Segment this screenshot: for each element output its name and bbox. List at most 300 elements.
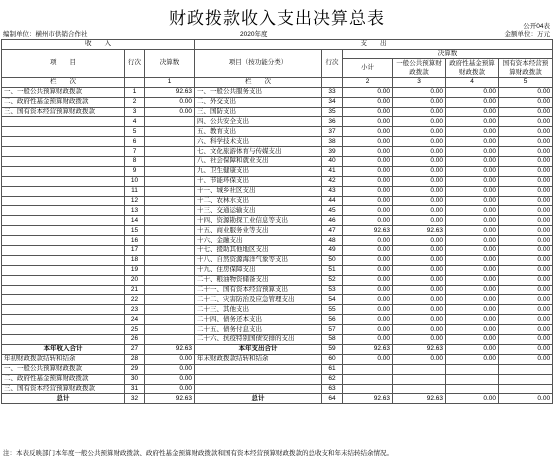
gov-fund-cell: 0.00 [446, 236, 499, 246]
gen-budget-cell: 0.00 [393, 255, 446, 265]
table-row [2, 107, 553, 117]
footnote: 注：本表反映部门本年度一般公共预算财政拨款、政府性基金预算财政拨款和国有资本经营预算财政拨款的总收支和年末结转结余情况。 [3, 450, 393, 457]
left-value-cell: 0.00 [145, 354, 195, 364]
gov-fund-cell [446, 374, 499, 384]
state-capital-cell: 0.00 [499, 305, 553, 315]
left-item-cell [2, 325, 125, 335]
left-item-cell [2, 226, 125, 236]
subtotal-cell: 0.00 [343, 295, 393, 305]
left-item-cell [2, 275, 125, 285]
left-value-cell [145, 117, 195, 127]
subtotal-cell: 92.63 [343, 394, 393, 404]
left-rownum-cell: 9 [125, 166, 145, 176]
left-rownum-cell: 4 [125, 117, 145, 127]
table-row [2, 147, 553, 157]
right-item-cell: 七、文化旅游体育与传媒支出 [195, 147, 322, 157]
left-value-cell [145, 226, 195, 236]
gen-budget-cell: 0.00 [393, 157, 446, 167]
subtotal-cell: 0.00 [343, 275, 393, 285]
right-rownum-cell: 39 [322, 147, 343, 157]
gov-fund-cell: 0.00 [446, 394, 499, 404]
right-item-cell: 十三、交通运输支出 [195, 206, 322, 216]
subtotal-cell: 0.00 [343, 216, 393, 226]
right-rownum-cell: 36 [322, 117, 343, 127]
left-rownum-cell: 28 [125, 354, 145, 364]
lanci-label-left: 栏 次 [2, 78, 125, 88]
left-value-cell [145, 325, 195, 335]
right-item-cell: 九、卫生健康支出 [195, 166, 322, 176]
left-rownum-cell: 15 [125, 226, 145, 236]
left-rownum-cell: 17 [125, 246, 145, 256]
right-rownum-cell: 64 [322, 394, 343, 404]
table-body [2, 87, 553, 404]
right-rownum-cell: 43 [322, 186, 343, 196]
left-item-cell [2, 305, 125, 315]
left-rownum-cell: 18 [125, 255, 145, 265]
left-item-cell [2, 285, 125, 295]
gov-fund-cell: 0.00 [446, 354, 499, 364]
subtotal-cell: 0.00 [343, 166, 393, 176]
gen-budget-cell: 0.00 [393, 246, 446, 256]
gov-fund-cell: 0.00 [446, 295, 499, 305]
left-value-cell [145, 166, 195, 176]
left-item-cell [2, 265, 125, 275]
state-capital-cell: 0.00 [499, 325, 553, 335]
right-rownum-cell: 44 [322, 196, 343, 206]
right-rownum-cell: 47 [322, 226, 343, 236]
right-item-cell: 十五、商业服务业等支出 [195, 226, 322, 236]
left-value-cell [145, 196, 195, 206]
gen-budget-cell: 0.00 [393, 216, 446, 226]
subtotal-cell: 0.00 [343, 335, 393, 345]
gen-budget-cell: 0.00 [393, 186, 446, 196]
gen-budget-cell: 0.00 [393, 295, 446, 305]
subtotal-cell: 0.00 [343, 354, 393, 364]
right-item-cell: 三、国防支出 [195, 107, 322, 117]
gov-fund-cell: 0.00 [446, 246, 499, 256]
left-rownum-cell: 5 [125, 127, 145, 137]
subtotal-cell: 0.00 [343, 117, 393, 127]
left-value-cell: 0.00 [145, 384, 195, 394]
left-value-cell [145, 137, 195, 147]
left-value-cell [145, 206, 195, 216]
gov-fund-cell: 0.00 [446, 127, 499, 137]
left-value-cell [145, 186, 195, 196]
gov-fund-cell: 0.00 [446, 315, 499, 325]
right-item-cell [195, 374, 322, 384]
state-capital-cell: 0.00 [499, 246, 553, 256]
right-item-cell: 二十三、其他支出 [195, 305, 322, 315]
state-capital-cell: 0.00 [499, 236, 553, 246]
left-item-cell [2, 216, 125, 226]
left-item-cell: 总计 [2, 394, 125, 404]
table-row [2, 305, 553, 315]
table-row [2, 137, 553, 147]
left-rownum-cell: 22 [125, 295, 145, 305]
subtotal-cell: 0.00 [343, 157, 393, 167]
gen-budget-cell: 0.00 [393, 206, 446, 216]
left-value-cell [145, 176, 195, 186]
table-row [2, 176, 553, 186]
right-rownum-cell: 60 [322, 354, 343, 364]
left-item-cell: 年初财政拨款结转和结余 [2, 354, 125, 364]
right-rownum-cell: 62 [322, 374, 343, 384]
table-row [2, 127, 553, 137]
subtotal-cell: 0.00 [343, 255, 393, 265]
left-item-cell [2, 255, 125, 265]
right-rownum-cell: 56 [322, 315, 343, 325]
rownum-header: 行次 [125, 49, 145, 78]
gen-budget-cell [393, 364, 446, 374]
gov-fund-cell: 0.00 [446, 344, 499, 354]
right-rownum-cell: 38 [322, 137, 343, 147]
budget-header: 决算数 [145, 49, 195, 78]
gov-fund-header: 政府性基金预算财政拨款 [446, 59, 499, 78]
right-item-cell: 二十五、债务付息支出 [195, 325, 322, 335]
gov-fund-cell: 0.00 [446, 87, 499, 97]
state-capital-cell: 0.00 [499, 157, 553, 167]
unit-line [3, 29, 88, 38]
state-capital-cell [499, 364, 553, 374]
right-item-cell: 本年支出合计 [195, 344, 322, 354]
table-row [2, 295, 553, 305]
left-item-cell [2, 295, 125, 305]
left-rownum-cell: 29 [125, 364, 145, 374]
right-rownum-cell: 45 [322, 206, 343, 216]
left-item-cell [2, 206, 125, 216]
left-item-cell [2, 117, 125, 127]
table-row [2, 246, 553, 256]
right-item-cell: 二十二、灾害防治及应急管理支出 [195, 295, 322, 305]
gen-budget-cell: 92.63 [393, 344, 446, 354]
state-capital-cell: 0.00 [499, 196, 553, 206]
state-capital-cell: 0.00 [499, 137, 553, 147]
lanci-empty [125, 78, 145, 88]
state-capital-cell: 0.00 [499, 206, 553, 216]
table-row [2, 354, 553, 364]
left-rownum-cell: 19 [125, 265, 145, 275]
col4-label: 4 [446, 78, 499, 88]
left-value-cell: 92.63 [145, 344, 195, 354]
right-item-cell: 八、社会保障和就业支出 [195, 157, 322, 167]
state-capital-cell: 0.00 [499, 186, 553, 196]
subtotal-cell: 0.00 [343, 107, 393, 117]
state-capital-cell [499, 384, 553, 394]
left-rownum-cell: 20 [125, 275, 145, 285]
gen-budget-header: 一般公共预算财政拨款 [393, 59, 446, 78]
left-item-cell: 二、政府性基金预算财政拨款 [2, 97, 125, 107]
subtotal-cell: 0.00 [343, 196, 393, 206]
state-capital-cell: 0.00 [499, 275, 553, 285]
state-capital-cell: 0.00 [499, 265, 553, 275]
rownum-header-right: 行次 [322, 49, 343, 78]
gen-budget-cell: 0.00 [393, 285, 446, 295]
left-rownum-cell: 2 [125, 97, 145, 107]
gen-budget-cell: 0.00 [393, 265, 446, 275]
left-value-cell: 92.63 [145, 87, 195, 97]
right-item-cell: 十八、自然资源海洋气象等支出 [195, 255, 322, 265]
table-row [2, 216, 553, 226]
right-rownum-cell: 35 [322, 107, 343, 117]
state-capital-cell: 0.00 [499, 107, 553, 117]
gen-budget-cell: 0.00 [393, 305, 446, 315]
subtotal-cell: 0.00 [343, 97, 393, 107]
right-rownum-cell: 50 [322, 255, 343, 265]
gov-fund-cell: 0.00 [446, 157, 499, 167]
expense-header: 支 出 [195, 40, 553, 50]
state-capital-cell [499, 374, 553, 384]
left-item-cell [2, 335, 125, 345]
gov-fund-cell: 0.00 [446, 325, 499, 335]
left-rownum-cell: 16 [125, 236, 145, 246]
gen-budget-cell: 0.00 [393, 166, 446, 176]
subtotal-cell: 0.00 [343, 246, 393, 256]
right-item-cell: 十九、住房保障支出 [195, 265, 322, 275]
gov-fund-cell: 0.00 [446, 275, 499, 285]
gov-fund-cell: 0.00 [446, 186, 499, 196]
subtotal-cell: 0.00 [343, 265, 393, 275]
state-capital-cell: 0.00 [499, 344, 553, 354]
right-rownum-cell: 63 [322, 384, 343, 394]
right-item-cell: 总计 [195, 394, 322, 404]
right-item-cell [195, 364, 322, 374]
gen-budget-cell: 0.00 [393, 325, 446, 335]
table-row [2, 166, 553, 176]
left-value-cell: 0.00 [145, 364, 195, 374]
gov-fund-cell: 0.00 [446, 97, 499, 107]
func-item-header: 项目（按功能分类） [195, 49, 322, 78]
right-rownum-cell: 57 [322, 325, 343, 335]
state-capital-cell: 0.00 [499, 315, 553, 325]
left-rownum-cell: 6 [125, 137, 145, 147]
right-item-cell: 二、外交支出 [195, 97, 322, 107]
right-item-cell: 五、教育支出 [195, 127, 322, 137]
right-item-cell: 二十一、国有资本经营预算支出 [195, 285, 322, 295]
right-rownum-cell: 53 [322, 285, 343, 295]
left-rownum-cell: 26 [125, 335, 145, 345]
gov-fund-cell: 0.00 [446, 107, 499, 117]
right-item-cell [195, 384, 322, 394]
subtotal-cell [343, 384, 393, 394]
table-row [2, 157, 553, 167]
left-item-cell [2, 166, 125, 176]
right-item-cell: 十、节能环保支出 [195, 176, 322, 186]
table-row [2, 315, 553, 325]
gen-budget-cell: 92.63 [393, 226, 446, 236]
table-row [2, 275, 553, 285]
right-rownum-cell: 48 [322, 236, 343, 246]
right-item-cell: 十二、农林水支出 [195, 196, 322, 206]
subtotal-header: 小计 [343, 59, 393, 78]
left-item-cell: 一、一般公共预算财政拨款 [2, 87, 125, 97]
gen-budget-cell: 0.00 [393, 354, 446, 364]
left-value-cell [145, 315, 195, 325]
state-capital-header: 国有资本经营预算财政拨款 [499, 59, 553, 78]
gen-budget-cell: 0.00 [393, 147, 446, 157]
decision-header: 决算数 [343, 49, 553, 59]
right-rownum-cell: 58 [322, 335, 343, 345]
left-rownum-cell: 14 [125, 216, 145, 226]
left-rownum-cell: 27 [125, 344, 145, 354]
gov-fund-cell: 0.00 [446, 176, 499, 186]
right-item-cell: 二十四、债务还本支出 [195, 315, 322, 325]
gen-budget-cell: 0.00 [393, 236, 446, 246]
gov-fund-cell: 0.00 [446, 305, 499, 315]
gov-fund-cell: 0.00 [446, 206, 499, 216]
left-item-cell [2, 246, 125, 256]
left-item-cell [2, 196, 125, 206]
left-value-cell [145, 127, 195, 137]
col1-label: 1 [145, 78, 195, 88]
gov-fund-cell: 0.00 [446, 117, 499, 127]
gen-budget-cell: 0.00 [393, 117, 446, 127]
left-value-cell [145, 335, 195, 345]
state-capital-cell: 0.00 [499, 295, 553, 305]
right-rownum-cell: 52 [322, 275, 343, 285]
state-capital-cell: 0.00 [499, 394, 553, 404]
gov-fund-cell: 0.00 [446, 226, 499, 236]
table-row [2, 87, 553, 97]
left-value-cell [145, 246, 195, 256]
left-rownum-cell: 3 [125, 107, 145, 117]
state-capital-cell: 0.00 [499, 147, 553, 157]
state-capital-cell: 0.00 [499, 226, 553, 236]
left-item-cell: 一、一般公共预算财政拨款 [2, 364, 125, 374]
right-item-cell: 年末财政拨款结转和结余 [195, 354, 322, 364]
table-row [2, 344, 553, 354]
state-capital-cell: 0.00 [499, 97, 553, 107]
right-rownum-cell: 40 [322, 157, 343, 167]
right-rownum-cell: 46 [322, 216, 343, 226]
col3-label: 3 [393, 78, 446, 88]
table-row [2, 97, 553, 107]
gov-fund-cell: 0.00 [446, 196, 499, 206]
subtotal-cell: 0.00 [343, 305, 393, 315]
left-rownum-cell: 13 [125, 206, 145, 216]
state-capital-cell: 0.00 [499, 216, 553, 226]
gen-budget-cell: 0.00 [393, 107, 446, 117]
state-capital-cell: 0.00 [499, 176, 553, 186]
left-rownum-cell: 23 [125, 305, 145, 315]
right-rownum-cell: 37 [322, 127, 343, 137]
left-rownum-cell: 25 [125, 325, 145, 335]
right-rownum-cell: 49 [322, 246, 343, 256]
gov-fund-cell: 0.00 [446, 216, 499, 226]
table-row [2, 364, 553, 374]
report-year: 2020年度 [240, 31, 268, 38]
right-item-cell: 二十六、抗疫特别国债安排的支出 [195, 335, 322, 345]
right-item-cell: 十四、资源勘探工业信息等支出 [195, 216, 322, 226]
table-row [2, 394, 553, 404]
right-item-cell: 一、一般公共服务支出 [195, 87, 322, 97]
subtotal-cell [343, 374, 393, 384]
right-rownum-cell: 55 [322, 305, 343, 315]
table-row [2, 255, 553, 265]
right-item-cell: 二十、粮油物资储备支出 [195, 275, 322, 285]
left-value-cell: 0.00 [145, 107, 195, 117]
gov-fund-cell: 0.00 [446, 147, 499, 157]
gen-budget-cell [393, 374, 446, 384]
right-rownum-cell: 34 [322, 97, 343, 107]
col5-label: 5 [499, 78, 553, 88]
left-item-cell [2, 236, 125, 246]
left-value-cell [145, 295, 195, 305]
left-item-cell [2, 315, 125, 325]
right-item-cell: 十一、城乡社区支出 [195, 186, 322, 196]
subtotal-cell: 0.00 [343, 137, 393, 147]
state-capital-cell: 0.00 [499, 354, 553, 364]
subtotal-cell: 0.00 [343, 127, 393, 137]
right-rownum-cell: 54 [322, 295, 343, 305]
gov-fund-cell: 0.00 [446, 285, 499, 295]
gov-fund-cell [446, 364, 499, 374]
col2-label: 2 [343, 78, 393, 88]
subtotal-cell: 0.00 [343, 87, 393, 97]
gen-budget-cell: 0.00 [393, 196, 446, 206]
gen-budget-cell: 0.00 [393, 315, 446, 325]
gov-fund-cell: 0.00 [446, 335, 499, 345]
state-capital-cell: 0.00 [499, 285, 553, 295]
left-rownum-cell: 11 [125, 186, 145, 196]
gov-fund-cell [446, 384, 499, 394]
subtotal-cell: 92.63 [343, 344, 393, 354]
left-value-cell [145, 157, 195, 167]
table-row [2, 285, 553, 295]
left-rownum-cell: 7 [125, 147, 145, 157]
subtotal-cell: 0.00 [343, 285, 393, 295]
state-capital-cell: 0.00 [499, 166, 553, 176]
subtotal-cell: 0.00 [343, 176, 393, 186]
left-rownum-cell: 21 [125, 285, 145, 295]
left-value-cell [145, 265, 195, 275]
right-rownum-cell: 41 [322, 166, 343, 176]
left-item-cell [2, 186, 125, 196]
income-header: 收 入 [2, 40, 195, 50]
table-row [2, 325, 553, 335]
left-rownum-cell: 10 [125, 176, 145, 186]
unit-name: 横州市供销合作社 [35, 31, 88, 38]
table-row [2, 265, 553, 275]
left-item-cell: 本年收入合计 [2, 344, 125, 354]
table-row [2, 335, 553, 345]
left-value-cell: 0.00 [145, 374, 195, 384]
left-item-cell [2, 157, 125, 167]
item-header: 项 目 [2, 49, 125, 78]
currency-unit: 金额单位：万元 [504, 31, 550, 38]
gen-budget-cell: 0.00 [393, 97, 446, 107]
table-row [2, 226, 553, 236]
table-row [2, 196, 553, 206]
subtotal-cell: 0.00 [343, 186, 393, 196]
gen-budget-cell: 0.00 [393, 335, 446, 345]
left-value-cell [145, 255, 195, 265]
subtotal-cell: 0.00 [343, 315, 393, 325]
gen-budget-cell [393, 384, 446, 394]
gov-fund-cell: 0.00 [446, 137, 499, 147]
gen-budget-cell: 0.00 [393, 87, 446, 97]
lanci-empty-right [322, 78, 343, 88]
right-rownum-cell: 61 [322, 364, 343, 374]
left-rownum-cell: 1 [125, 87, 145, 97]
subtotal-cell [343, 364, 393, 374]
left-rownum-cell: 32 [125, 394, 145, 404]
right-item-cell: 十七、援助其他地区支出 [195, 246, 322, 256]
table-row [2, 236, 553, 246]
subtotal-cell: 0.00 [343, 147, 393, 157]
left-item-cell [2, 137, 125, 147]
left-item-cell: 二、政府性基金预算财政拨款 [2, 374, 125, 384]
right-item-cell: 六、科学技术支出 [195, 137, 322, 147]
